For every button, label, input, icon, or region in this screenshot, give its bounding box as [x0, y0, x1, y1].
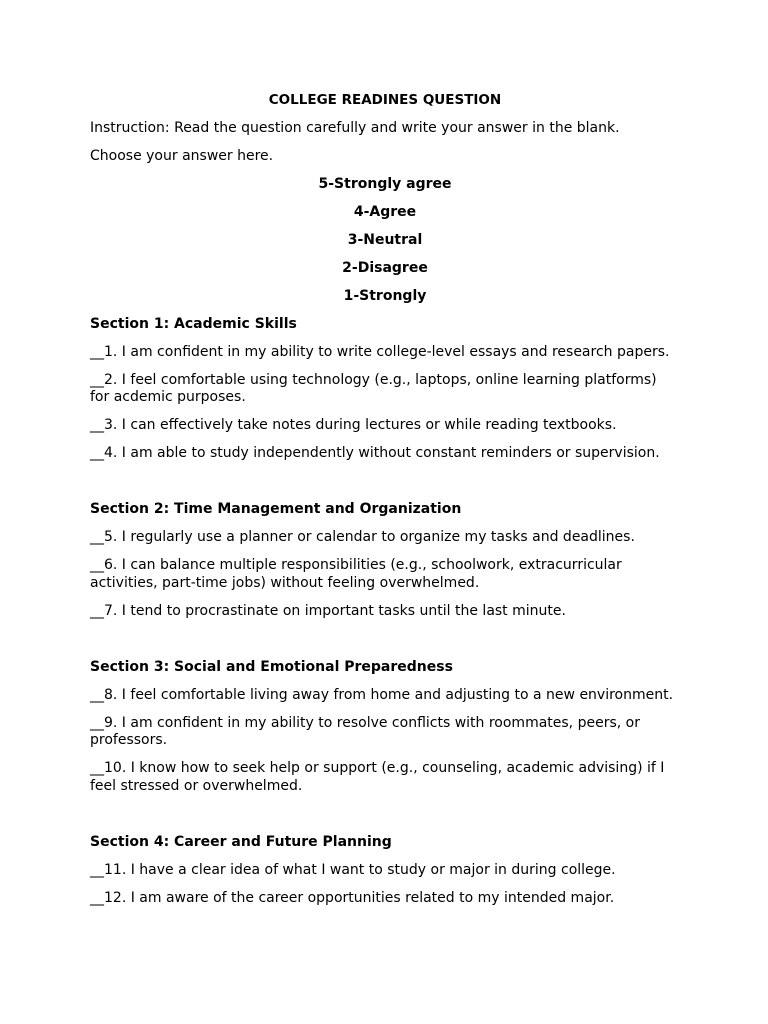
scale-item-3: 3-Neutral [347, 231, 423, 248]
question-item: __7. I tend to procrastinate on important tasks until the last minute. [90, 602, 566, 619]
scale-item-2: 2-Disagree [342, 259, 428, 276]
section-heading: Section 2: Time Management and Organization [90, 501, 462, 517]
question-item: __6. I can balance multiple responsibilities (e.g., schoolwork, extracurricular activities, part-time jobs) without feeling overwhelmed. [90, 557, 622, 591]
scale-item-1: 1-Strongly [343, 287, 427, 304]
question-item: __12. I am aware of the career opportunities related to my intended major. [90, 889, 615, 906]
section-social-emotional [90, 659, 680, 796]
choose-prompt: Choose your answer here. [90, 147, 274, 164]
section-heading: Section 1: Academic Skills [90, 315, 297, 332]
document-title: COLLEGE READINES QUESTION [268, 92, 502, 108]
scale-item-5: 5-Strongly agree [318, 175, 452, 192]
section-spacer [90, 631, 680, 659]
rating-scale [90, 176, 680, 306]
document-body [90, 92, 680, 918]
section-time-management [90, 501, 680, 620]
section-heading: Section 3: Social and Emotional Preparedness [90, 658, 453, 675]
section-spacer [90, 806, 680, 834]
section-career-planning [90, 834, 680, 908]
question-item: __4. I am able to study independently without constant reminders or supervision. [90, 445, 660, 461]
section-academic-skills [90, 316, 680, 463]
question-item: __11. I have a clear idea of what I want to study or major in during college. [90, 861, 616, 878]
section-heading: Section 4: Career and Future Planning [90, 833, 392, 850]
question-item: __3. I can effectively take notes during lectures or while reading textbooks. [90, 417, 617, 433]
scale-item-4: 4-Agree [353, 203, 417, 220]
instruction-text: Instruction: Read the question carefully and write your answer in the blank. [90, 119, 620, 136]
section-spacer [90, 473, 680, 501]
question-item: __2. I feel comfortable using technology (e.g., laptops, online learning platforms) for acdemic purposes. [90, 371, 657, 405]
question-item: __8. I feel comfortable living away from home and adjusting to a new environment. [90, 686, 674, 703]
question-item: __10. I know how to seek help or support (e.g., counseling, academic advising) if I feel stressed or overwhelmed. [90, 760, 665, 794]
question-item: __5. I regularly use a planner or calendar to organize my tasks and deadlines. [90, 529, 635, 545]
question-item: __1. I am confident in my ability to write college-level essays and research papers. [90, 343, 670, 360]
question-item: __9. I am confident in my ability to resolve conflicts with roommates, peers, or professors. [90, 714, 640, 748]
